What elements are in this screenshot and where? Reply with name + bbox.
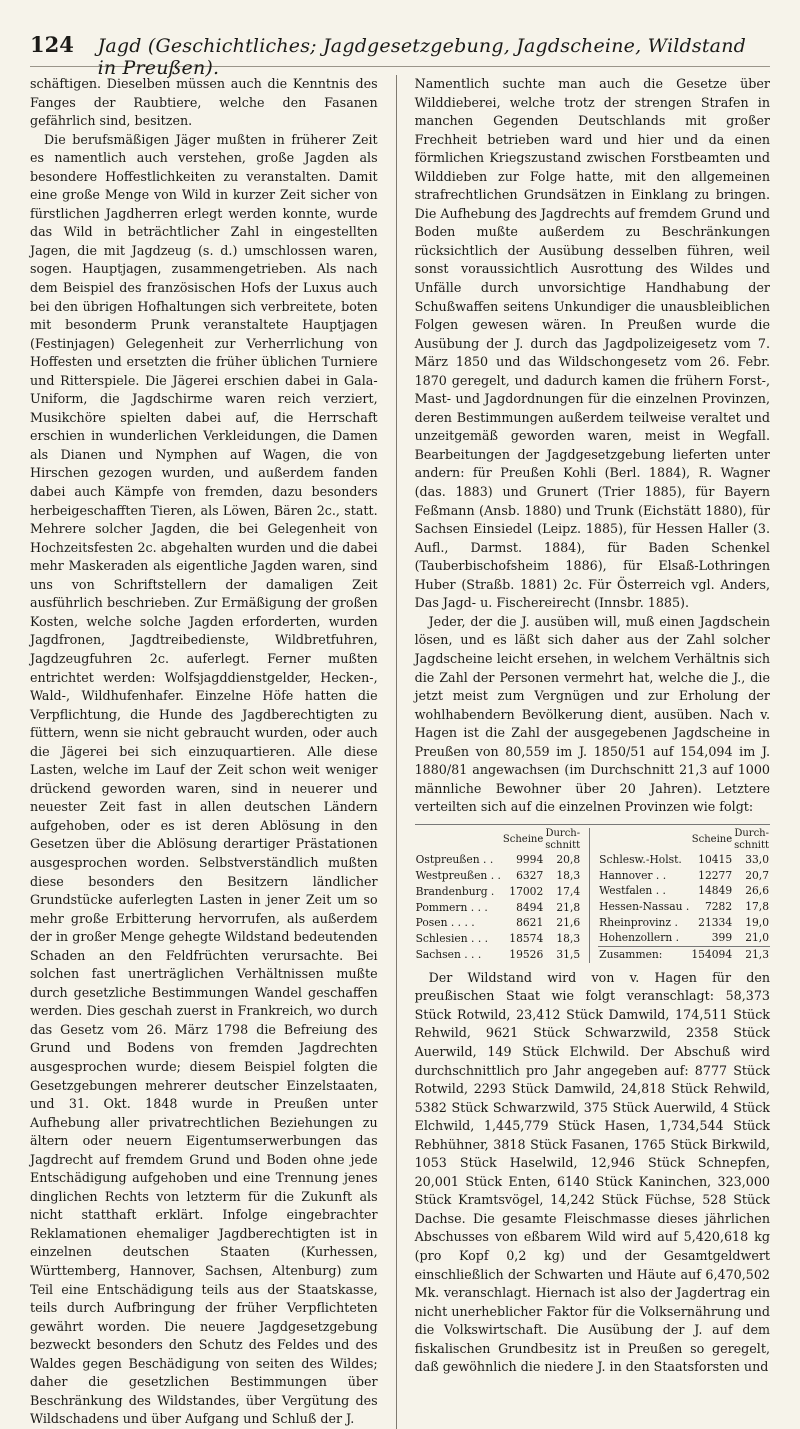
durchschnitt-value: 26,6 — [745, 884, 769, 898]
durchschnitt-value: 17,8 — [745, 899, 769, 913]
table-row — [598, 852, 770, 868]
durchschnitt-value: 20,8 — [556, 853, 581, 867]
table-row — [598, 915, 770, 931]
durchschnitt-value: 20,7 — [745, 868, 769, 882]
province-name: Hannover . . — [599, 868, 667, 882]
table-divider — [589, 828, 590, 963]
table-row — [415, 947, 582, 963]
table-row — [598, 930, 770, 946]
scheine-value: 12277 — [698, 868, 733, 882]
page-number: 124 — [30, 32, 74, 57]
column-divider — [396, 75, 397, 1429]
table-row — [598, 868, 770, 884]
paragraph: schäftigen. Dieselben müssen auch die Kenntnis des Fanges der Raubtiere, welche den Fasanen gefährlich sind, besitzen. — [30, 76, 378, 129]
column-header-scheine: Scheine — [502, 833, 544, 845]
table-row — [415, 868, 582, 884]
province-name: Westpreußen . . — [415, 868, 501, 882]
durchschnitt-value: 31,5 — [556, 948, 581, 961]
durchschnitt-value: 33,0 — [745, 852, 769, 866]
province-name: Rheinprovinz . — [599, 915, 678, 929]
province-table-left — [415, 828, 582, 963]
durchschnitt-value: 18,3 — [556, 868, 581, 882]
table-row — [598, 883, 770, 899]
durchschnitt-value: 21,8 — [556, 900, 581, 914]
table-row — [415, 884, 582, 900]
scheine-value: 14849 — [698, 884, 733, 898]
province-name: Ostpreußen . . — [415, 853, 494, 867]
scheine-value: 18574 — [509, 932, 544, 946]
paragraph: Die berufsmäßigen Jäger mußten in früherer Zeit es namentlich auch verstehen, große Jagden als besondere Hoffestlichkeiten zu veranstalten. Damit eine große Menge von Wild in kurzer Zeit sicher von fürstlichen Jagdherren erlegt werden konnte, wurde das Wild in beträchtlicher Zahl in eingestellten Jagen, die mit Jagdzeug (s. d.) umschlossen waren, sogen. Hauptjagen, zusammengetrieben. Als nach dem Beispiel des französischen Hofs der Luxus auch bei den übrigen Hofhaltungen sich verbreitete, boten mit besonderm Prunk veranstaltete Hauptjagen (Festinjagen) Gelegenheit zur Verherrlichung von Hoffesten und ersetzten die früher üblichen Turniere und Ritterspiele. Die Jägerei erschien dabei in Gala-Uniform, die Jagdschirme waren reich verziert, Musikchöre spielten dabei auf, die Herrschaft erschien in wunderlichen Verkleidungen, die Damen als Dianen und Nymphen auf Wagen, die von Hirschen gezogen wurden, und außerdem fanden dabei auch Kämpfe von fremden, dazu besonders herbeigeschafften Tieren, als Löwen, Bären 2c., statt. Mehrere solcher Jagden, die bei Gelegenheit von Hochzeitsfesten 2c. abgehalten wurden und die dabei mehr Maskeraden als eigentliche Jagden waren, sind uns von Schriftstellern der damaligen Zeit ausführlich beschrieben. Zur Ermäßigung der großen Kosten, welche solche Jagden erforderten, wurden Jagdfronen, Jagdtreibedienste, Wildbretfuhren, Jagdzeugfuhren 2c. auferlegt. Ferner mußten entrichtet werden: Wolfsjagddienstgelder, Hecken-, Wald-, Wildhufenhafer. Einzelne Höfe hatten die Verpflichtung, die Hunde des Jagdberechtigten zu füttern, wenn sie nicht gebraucht wurden, oder auch die Jägerei bei sich einzuquartieren. Alle diese Lasten, welche im Lauf der Zeit schon weit weniger drückend geworden waren, sind in neuerer und neuester Zeit fast in allen deutschen Ländern aufgehoben, oder es ist deren Ablösung in den Gesetzen über die Ablösung derartiger Prästationen ausgesprochen worden. Selbstverständlich mußten diese besonders den Besitzern ländlicher Grundstücke auferlegten Lasten in jener Zeit um so mehr große Erbitterung hervorrufen, als außerdem der in großer Menge gehegte Wildstand bedeutenden Schaden an den Feldfrüchten verursachte. Bei solchen fast unerträglichen Verhältnissen mußte durch gesetzliche Bestimmungen Wandel geschaffen werden. Dies geschah zuerst in Frankreich, wo durch das Gesetz vom 26. März 1798 die Befreiung des Grund und Bodens von fremden Jagdrechten ausgesprochen wurde; diesem Beispiel folgten die Gesetzgebungen mehrerer deutscher Einzelstaaten, und 31. Okt. 1848 wurde in Preußen unter Aufhebung aller privatrechtlichen Beziehungen zu ältern oder neuern Eigentumserwerbungen das Jagdrecht auf fremdem Grund und Boden ohne jede Entschädigung aufgehoben und eine Trennung jenes dinglichen Rechts von letzterm für die Zukunft als nicht statthaft erklärt. Infolge eingebrachter Reklamationen ehemaliger Jagdberechtigten ist in einzelnen deutschen Staaten (Kurhessen, Württemberg, Hannover, Sachsen, Altenburg) zum Teil eine Entschädigung teils aus der Staatskasse, teils durch Aufbringung der früher Verpflichteten gewährt worden. Die neuere Jagdgesetzgebung bezweckt besonders den Schutz des Feldes und des Waldes gegen Beschädigung von seiten des Wildes; daher die gesetzlichen Bestimmungen über Beschränkung des Wildstandes, über Vergütung des Wildschadens und über Aufgang und Schluß der J. — [30, 131, 378, 1427]
province-name: Hohenzollern . — [599, 931, 679, 945]
province-name: Hessen-Nassau . — [599, 899, 690, 913]
province-name: Schlesw.-Holst. — [599, 852, 682, 866]
scheine-value: 7282 — [704, 899, 733, 913]
column-header-durchschnitt: Durch- schnitt — [545, 827, 581, 851]
total-durchschnitt: 21,3 — [733, 947, 770, 963]
scheine-value: 21334 — [698, 915, 733, 929]
scheine-value: 6327 — [516, 868, 544, 882]
table-row — [415, 899, 582, 915]
province-name: Schlesien . . . — [415, 932, 489, 946]
province-name: Sachsen . . . — [415, 948, 482, 961]
paragraph: Der Wildstand wird von v. Hagen für den preußischen Staat wie folgt veranschlagt: 58,373 Stück Rotwild, 23,412 Stück Damwild, 174,511 Stück Rehwild, 9621 Stück Schwarzwild, 2358 Stück Auerwild, 149 Stück Elchwild. Der Abschuß wird durchschnittlich pro Jahr angegeben auf: 8777 Stück Rotwild, 2293 Stück Damwild, 24,818 Stück Rehwild, 5382 Stück Schwarzwild, 375 Stück Auerwild, 4 Stück Elchwild, 1,445,779 Stück Hasen, 1,734,544 Stück Rebhühner, 3818 Stück Fasanen, 1765 Stück Birkwild, 1053 Stück Haselwild, 12,946 Stück Schnepfen, 20,001 Stück Enten, 6140 Stück Kaninchen, 323,000 Stück Kramtsvögel, 14,242 Stück Füchse, 528 Stück Dachse. Die gesamte Fleischmasse dieses jährlichen Abschusses von eßbarem Wild wird auf 5,420,618 kg (pro Kopf 0,2 kg) und der Gesamtgeldwert einschließlich der Schwarten und Häute auf 6,470,502 Mk. veranschlagt. Hiernach ist also der Jagdertrag ein nicht unerheblicher Faktor für die Volksernährung und die Volkswirtschaft. Die Ausübung der J. auf dem fiskalischen Grundbesitz ist in Preußen so geregelt, daß gewöhnlich die niedere J. in den Staatsforsten und — [414, 969, 770, 1375]
table-row — [415, 931, 582, 947]
scheine-value: 399 — [711, 931, 733, 945]
scheine-value: 8494 — [516, 900, 544, 914]
page-title: Jagd (Geschichtliches; Jagdgesetzgebung, Jagdscheine, Wildstand in Preußen). — [97, 35, 746, 79]
scheine-value: 17002 — [509, 884, 544, 898]
table-header — [415, 828, 582, 852]
total-scheine: 154094 — [691, 948, 733, 962]
province-name: Brandenburg . — [415, 884, 495, 898]
scheine-value: 19526 — [509, 948, 544, 961]
durchschnitt-value: 19,0 — [745, 915, 769, 929]
table-row — [415, 915, 582, 931]
column-header-durchschnitt: Durch- schnitt — [734, 827, 769, 851]
paragraph: Jeder, der die J. ausüben will, muß einen Jagdschein lösen, und es läßt sich daher aus der Zahl solcher Jagdscheine leicht ersehen, in welchem Verhältnis sich die Zahl der Personen vermehrt hat, welche die J., die jetzt meist zum Vergnügen und zur Erholung der wohlhabendern Bevölkerung dient, ausüben. Nach v. Hagen ist die Zahl der ausgegebenen Jagdscheine in Preußen von 80,559 im J. 1850/51 auf 154,094 im J. 1880/81 angewachsen (im Durchschnitt 21,3 auf 1000 männliche Bewohner über 20 Jahren). Letztere verteilten sich auf die einzelnen Provinzen wie folgt: — [414, 613, 770, 815]
durchschnitt-value: 17,4 — [556, 884, 581, 898]
durchschnitt-value: 21,0 — [745, 931, 769, 945]
total-row — [598, 947, 770, 963]
two-column-body — [30, 75, 770, 1429]
scheine-value: 10415 — [698, 852, 733, 866]
hunting-licence-table — [415, 824, 770, 963]
scheine-value: 8621 — [516, 916, 544, 930]
right-column — [415, 75, 770, 1429]
paragraph: Namentlich suchte man auch die Gesetze über Wilddieberei, welche trotz der strengen Strafen in manchen Gegenden Deutschlands mit großer Frechheit betrieben ward und hier und da einen förmlichen Kriegszustand zwischen Forstbeamten und Wilddieben zur Folge hatte, mit den allgemeinen strafrechtlichen Grundsätzen in Einklang zu bringen. Die Aufhebung des Jagdrechts auf fremdem Grund und Boden mußte außerdem zu Beschränkungen rücksichtlich der Ausübung desselben führen, weil sonst voraussichtlich Ausrottung des Wildes und Unfälle durch unvorsichtige Handhabung der Schußwaffen seitens Unkundiger die unausbleiblichen Folgen gewesen wären. In Preußen wurde die Ausübung der J. durch das Jagdpolizeigesetz vom 7. März 1850 und das Wildschongesetz vom 26. Febr. 1870 geregelt, und dadurch kamen die frühern Forst-, Mast- und Jagdordnungen für die einzelnen Provinzen, deren Bestimmungen außerdem teilweise veraltet und unzeitgemäß geworden waren, meist in Wegfall. Bearbeitungen der Jagdgesetzgebung lieferten unter andern: für Preußen Kohli (Berl. 1884), R. Wagner (das. 1883) und Grunert (Trier 1885), für Bayern Feßmann (Ansb. 1880) und Trunk (Eichstätt 1880), für Sachsen Einsiedel (Leipz. 1885), für Hessen Haller (3. Aufl., Darmst. 1884), für Baden Schenkel (Tauberbischofsheim 1886), für Elsaß-Lothringen Huber (Straßb. 1881) 2c. Für Österreich vgl. Anders, Das Jagd- u. Fischereirecht (Innsbr. 1885). — [414, 76, 770, 611]
province-table-right — [598, 828, 770, 963]
province-name: Pommern . . . — [415, 900, 488, 914]
province-name: Posen . . . . — [415, 916, 475, 930]
total-label: Zusammen: — [598, 947, 690, 963]
running-header — [30, 32, 770, 79]
table-header — [598, 828, 770, 852]
scheine-value: 9994 — [516, 853, 544, 867]
durchschnitt-value: 18,3 — [556, 932, 581, 946]
column-header-scheine: Scheine — [691, 833, 733, 845]
table-row — [598, 899, 770, 915]
left-column — [30, 75, 378, 1429]
durchschnitt-value: 21,6 — [556, 916, 581, 930]
table-row — [415, 852, 582, 868]
province-name: Westfalen . . — [599, 884, 666, 898]
